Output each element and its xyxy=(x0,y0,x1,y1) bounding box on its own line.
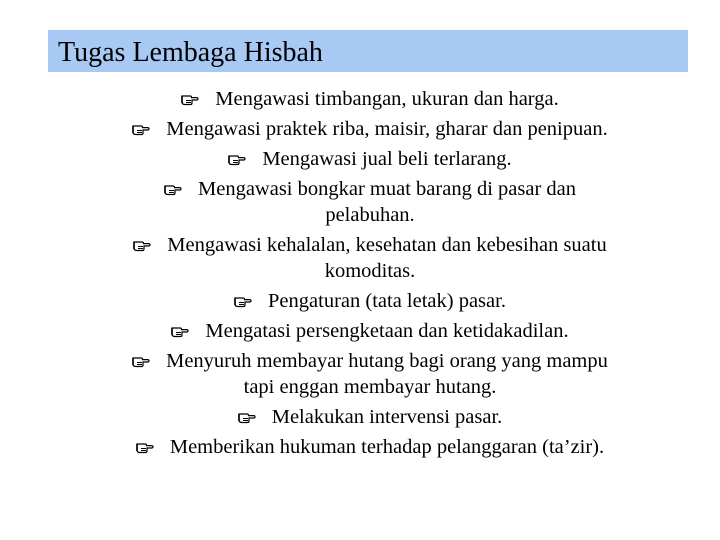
bullet-line xyxy=(60,434,680,460)
bullet-text: Memberikan hukuman terhadap pelanggaran (ta’zir). xyxy=(169,436,605,458)
hand-pointer-icon xyxy=(171,324,189,338)
bullet-text: Menyuruh membayar hutang bagi orang yang mampu xyxy=(166,350,608,372)
bullet-text: Mengawasi praktek riba, maisir, gharar dan penipuan. xyxy=(166,118,608,140)
bullet-item xyxy=(60,146,680,172)
bullet-text-continuation: pelabuhan. xyxy=(325,204,415,226)
bullet-text: Pengaturan (tata letak) pasar. xyxy=(268,290,506,312)
slide-title: Tugas Lembaga Hisbah xyxy=(58,37,323,68)
hand-pointer-icon xyxy=(234,294,252,308)
bullet-item xyxy=(60,348,680,400)
hand-pointer-icon xyxy=(238,410,256,424)
bullet-text: Mengawasi bongkar muat barang di pasar dan xyxy=(198,178,576,200)
bullet-text: Mengatasi persengketaan dan ketidakadilan. xyxy=(205,320,569,342)
hand-pointer-icon xyxy=(132,122,150,136)
bullet-item xyxy=(60,318,680,344)
bullet-item xyxy=(60,176,680,228)
hand-pointer-icon xyxy=(164,182,182,196)
hand-pointer-icon xyxy=(136,440,154,454)
bullet-line xyxy=(60,86,680,112)
title-bar xyxy=(48,30,688,72)
bullet-line xyxy=(60,318,680,344)
bullet-item xyxy=(60,288,680,314)
bullet-line xyxy=(60,288,680,314)
bullet-list xyxy=(60,86,680,464)
hand-pointer-icon xyxy=(181,92,199,106)
bullet-line xyxy=(60,404,680,430)
bullet-item xyxy=(60,86,680,112)
bullet-text: Melakukan intervensi pasar. xyxy=(271,406,503,428)
bullet-text: Mengawasi jual beli terlarang. xyxy=(262,148,512,170)
bullet-line xyxy=(60,232,680,258)
bullet-line xyxy=(60,176,680,202)
bullet-line xyxy=(60,146,680,172)
bullet-text: Mengawasi kehalalan, kesehatan dan kebesihan suatu xyxy=(167,234,607,256)
bullet-text-continuation: komoditas. xyxy=(324,260,416,282)
hand-pointer-icon xyxy=(132,354,150,368)
hand-pointer-icon xyxy=(228,152,246,166)
bullet-item xyxy=(60,232,680,284)
bullet-item xyxy=(60,116,680,142)
bullet-text-continuation: tapi enggan membayar hutang. xyxy=(243,376,497,398)
bullet-line xyxy=(60,348,680,374)
bullet-item xyxy=(60,404,680,430)
bullet-item xyxy=(60,434,680,460)
bullet-line xyxy=(60,116,680,142)
bullet-text: Mengawasi timbangan, ukuran dan harga. xyxy=(215,88,559,110)
hand-pointer-icon xyxy=(133,238,151,252)
